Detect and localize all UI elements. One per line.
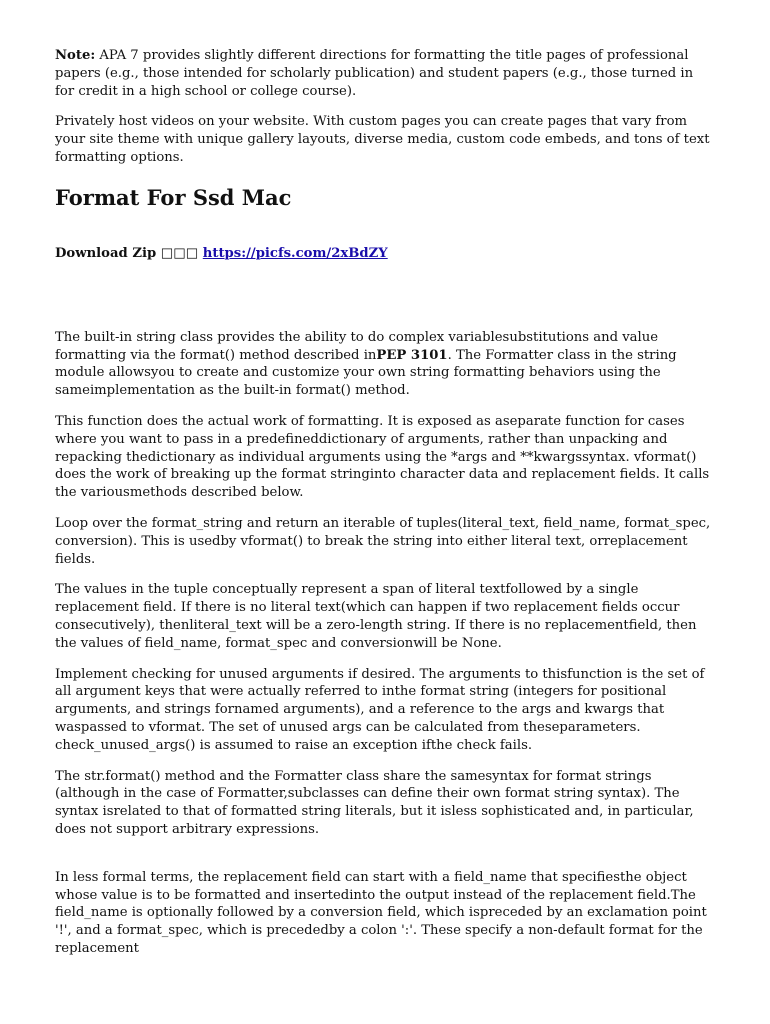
paragraph-replacement-field: In less formal terms, the replacement field can start with a field_name that specifiesthe object whose value is to be formatted and insertedinto the output instead of the replacement field.The field_name is optionally followed by a conversion field, which ispreceded by an exclamation point '!', and a format_spec, which is precededby a colon ':'. These specify a non-default format for the replacement	[55, 869, 707, 956]
paragraph-builtin-after: . The Formatter class in the string module allowsyou to create and customize your own string formatting behaviors using the sameimplementation as the built-in format() method.	[55, 347, 677, 399]
download-link[interactable]: https://picfs.com/2xBdZY	[202, 245, 388, 261]
download-line	[55, 245, 715, 263]
document-page	[55, 47, 715, 958]
note-paragraph	[55, 47, 715, 100]
paragraph-parse: Loop over the format_string and return an iterable of tuples(literal_text, field_name, format_spec, conversion). This is usedby vformat() to break the string into either literal text, orreplacement fields.	[55, 515, 711, 567]
paragraph-builtin-string	[55, 329, 715, 400]
note-text: APA 7 provides slightly different directions for formatting the title pages of professional papers (e.g., those intended for scholarly publication) and student papers (e.g., those turned in for credit in a high school or college course).	[55, 48, 694, 99]
paragraph-check-unused: Implement checking for unused arguments if desired. The arguments to thisfunction is the set of all argument keys that were actually referred to inthe format string (integers for positional arguments, and strings fornamed arguments), and a reference to the args and kwargs that waspassed to vformat. The set of unused args can be calculated from theseparameters. check_unused_args() is assumed to raise an exception ifthe check fails.	[55, 666, 705, 753]
pep-reference: PEP 3101	[376, 347, 448, 363]
arrows-glyph: □□□	[160, 245, 199, 261]
page-title: Format For Ssd Mac	[55, 184, 292, 210]
intro-paragraph: Privately host videos on your website. With custom pages you can create pages that vary from your site theme with unique gallery layouts, diverse media, custom code embeds, and tons of text formatting options.	[55, 114, 710, 165]
note-label: Note:	[55, 48, 96, 63]
paragraph-vformat: This function does the actual work of formatting. It is exposed as aseparate function for cases where you want to pass in a predefineddictionary of arguments, rather than unpacking and repacking thedictionary as individual arguments using the *args and **kwargssyntax. vformat() does the work of breaking up the format stringinto character data and replacement fields. It calls the variousmethods described below.	[55, 413, 710, 501]
paragraph-builtin-before: The built-in string class provides the ability to do complex variablesubstitutions and value formatting via the format() method described in	[55, 329, 659, 363]
paragraph-tuple-values: The values in the tuple conceptually represent a span of literal textfollowed by a single replacement field. If there is no literal text(which can happen if two replacement fields occur consecutively), thenliteral_text will be a zero-length string. If there is no replacementfield, then the values of field_name, format_spec and conversionwill be None.	[55, 582, 697, 651]
paragraph-format-syntax: The str.format() method and the Formatter class share the samesyntax for format strings (although in the case of Formatter,subclasses can define their own format string syntax). The syntax isrelated to that of formatted string literals, but it isless sophisticated and, in particular, does not support arbitrary expressions.	[55, 768, 694, 837]
download-label: Download Zip	[55, 245, 157, 261]
